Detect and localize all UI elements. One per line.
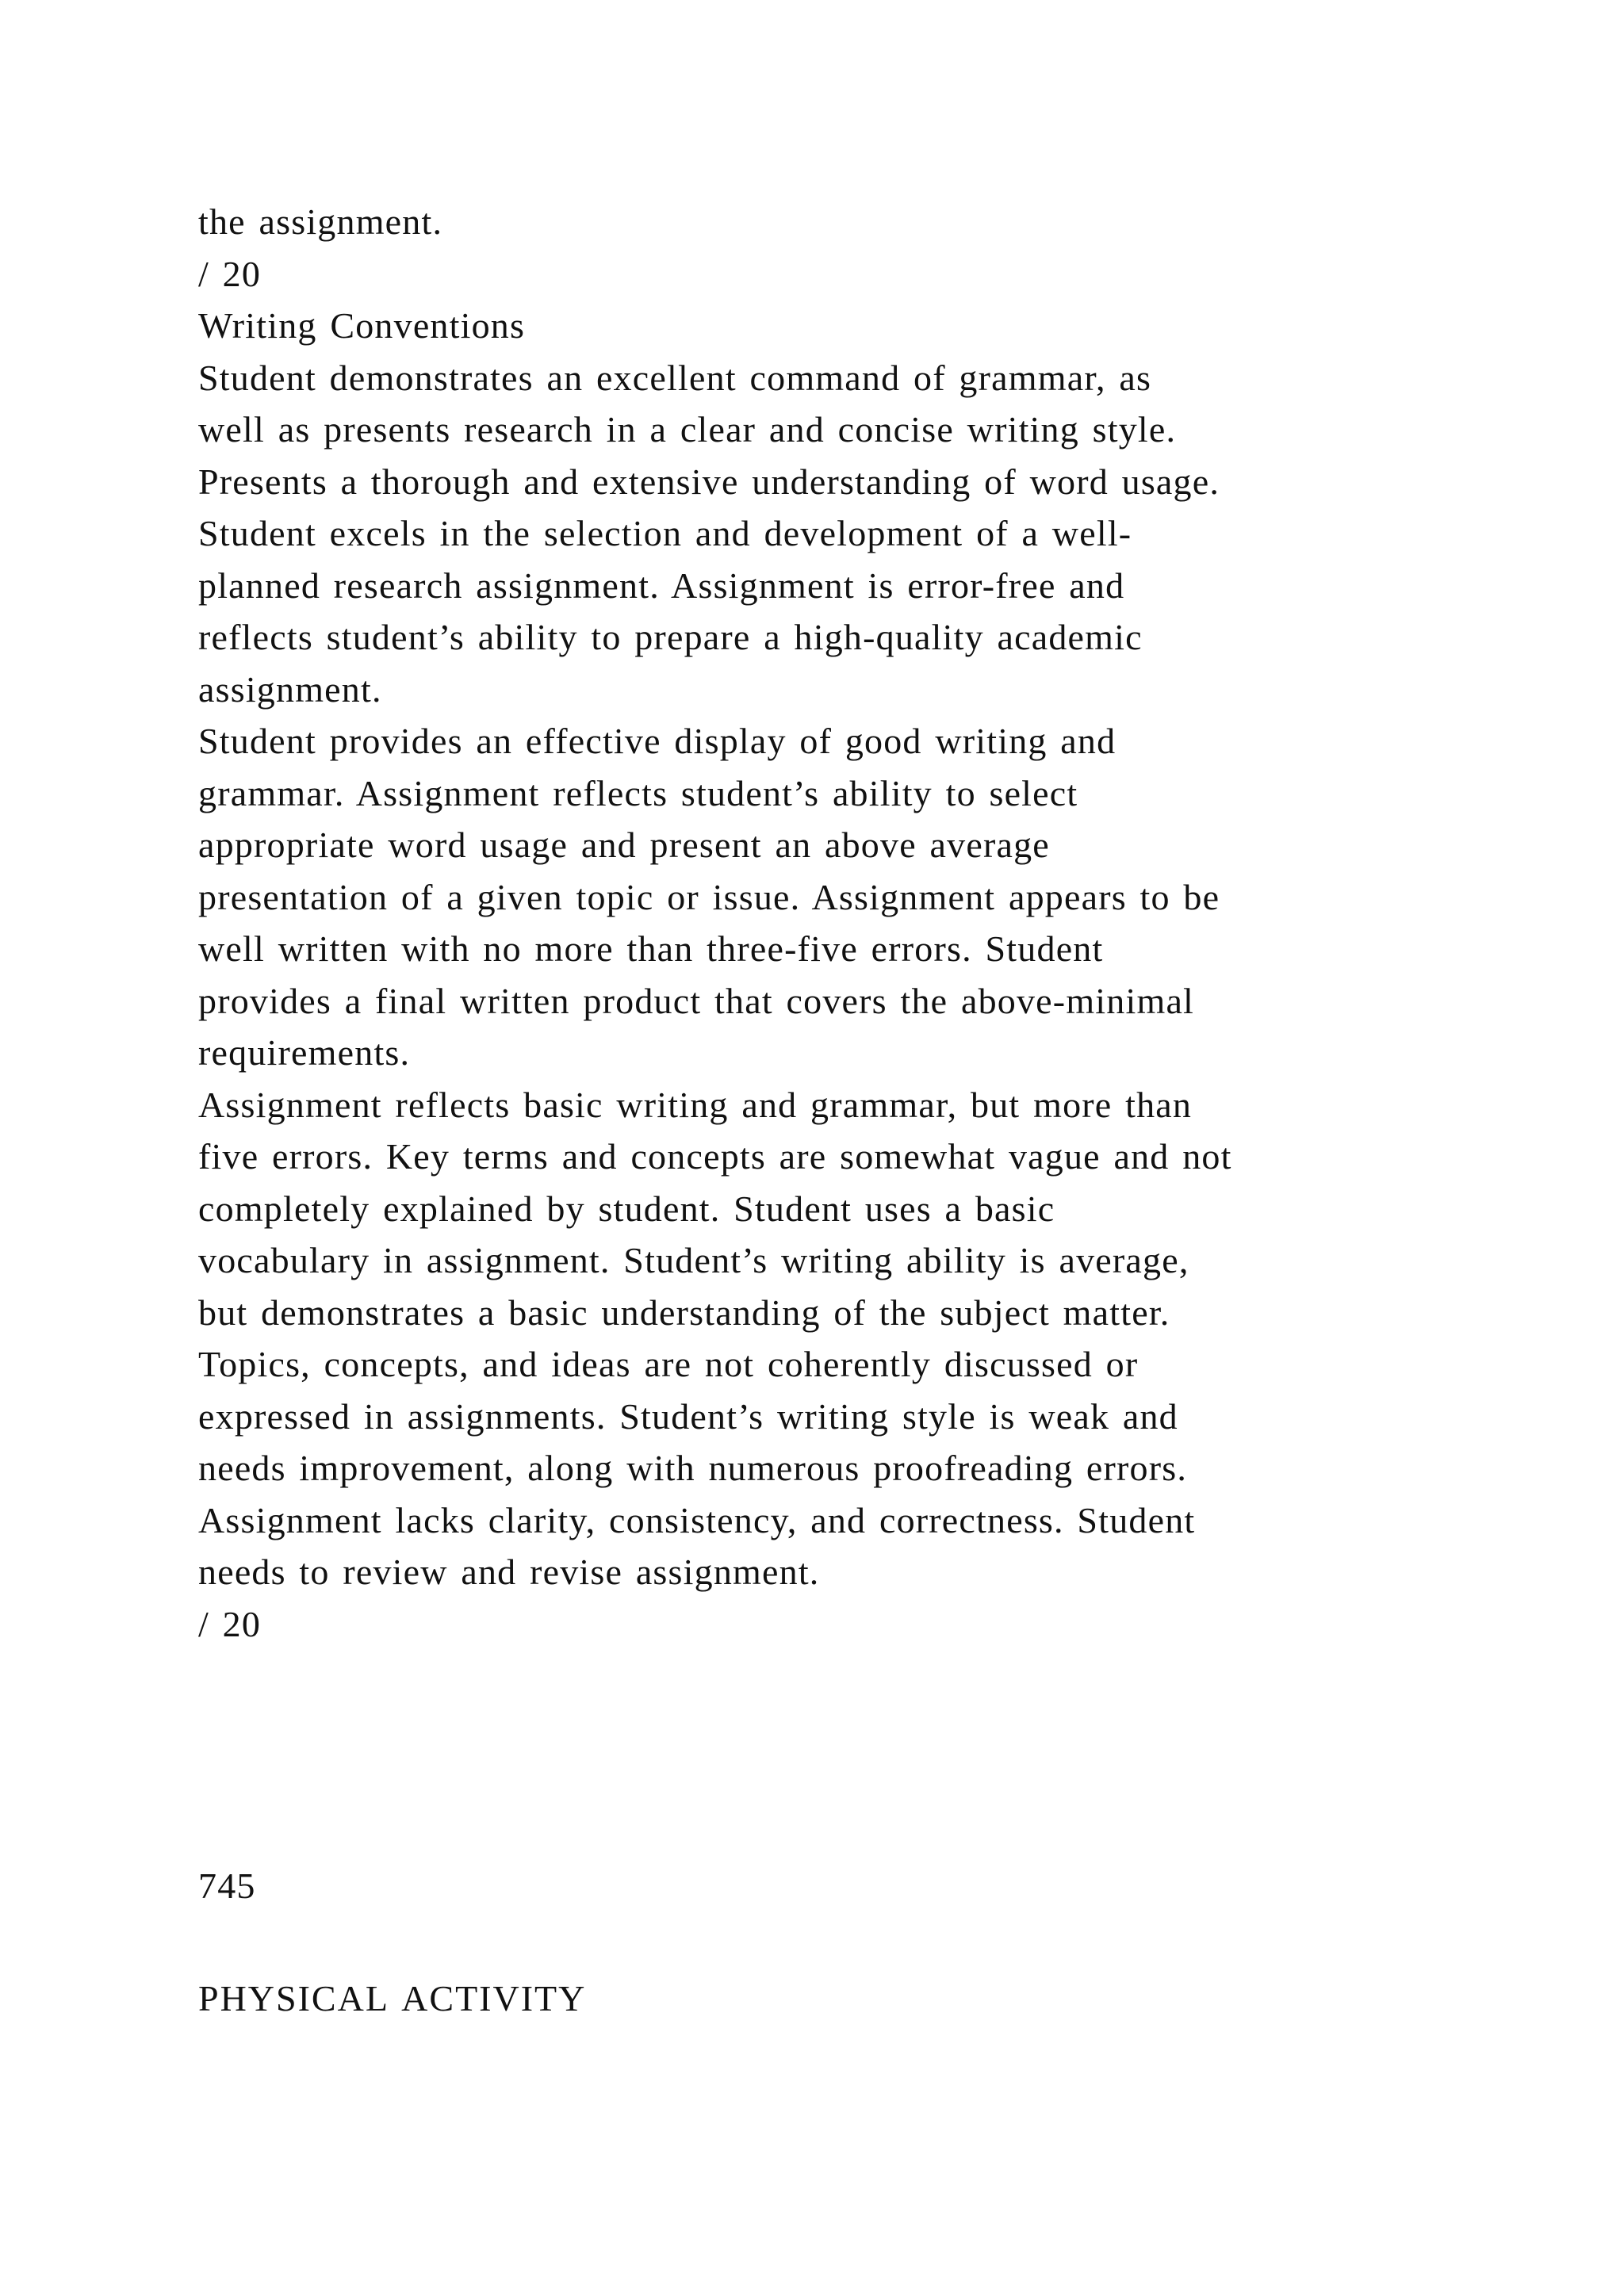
text-line: needs improvement, along with numerous proofreading errors. <box>198 1448 1188 1488</box>
text-line: well as presents research in a clear and concise writing style. <box>198 409 1177 450</box>
text-line: Student demonstrates an excellent command of grammar, as <box>198 357 1152 398</box>
text-line: appropriate word usage and present an above average <box>198 825 1050 865</box>
text-line: but demonstrates a basic understanding of the subject matter. <box>198 1292 1170 1333</box>
text-line: reflects student’s ability to prepare a high-quality academic <box>198 617 1143 657</box>
document-body <box>198 196 1507 1650</box>
text-line: grammar. Assignment reflects student’s ability to select <box>198 772 1078 813</box>
text-line: the assignment. <box>198 201 443 242</box>
score-line: / 20 <box>198 1603 262 1644</box>
text-line: expressed in assignments. Student’s writing style is weak and <box>198 1395 1178 1437</box>
text-line: Topics, concepts, and ideas are not coherently discussed or <box>198 1344 1139 1384</box>
text-line: Student provides an effective display of good writing and <box>198 721 1116 761</box>
text-line: Assignment lacks clarity, consistency, and correctness. Student <box>198 1499 1196 1540</box>
text-line: Student excels in the selection and development of a well- <box>198 513 1132 553</box>
text-line: presentation of a given topic or issue. Assignment appears to be <box>198 876 1220 917</box>
running-title: PHYSICAL ACTIVITY <box>198 1978 587 2019</box>
section-heading: Writing Conventions <box>198 305 526 346</box>
text-line: well written with no more than three-five errors. Student <box>198 928 1104 969</box>
text-line: needs to review and revise assignment. <box>198 1552 820 1592</box>
text-line: completely explained by student. Student uses a basic <box>198 1188 1055 1229</box>
page-number: 745 <box>198 1866 256 1906</box>
score-line: / 20 <box>198 253 262 294</box>
text-line: five errors. Key terms and concepts are somewhat vague and not <box>198 1136 1232 1177</box>
text-line: vocabulary in assignment. Student’s writing ability is average, <box>198 1240 1189 1280</box>
text-line: Presents a thorough and extensive understanding of word usage. <box>198 461 1220 502</box>
text-line: assignment. <box>198 668 382 710</box>
text-line: planned research assignment. Assignment is error-free and <box>198 564 1125 606</box>
text-line: requirements. <box>198 1032 411 1073</box>
text-line: Assignment reflects basic writing and grammar, but more than <box>198 1084 1193 1125</box>
text-line: provides a final written product that covers the above-minimal <box>198 980 1195 1021</box>
